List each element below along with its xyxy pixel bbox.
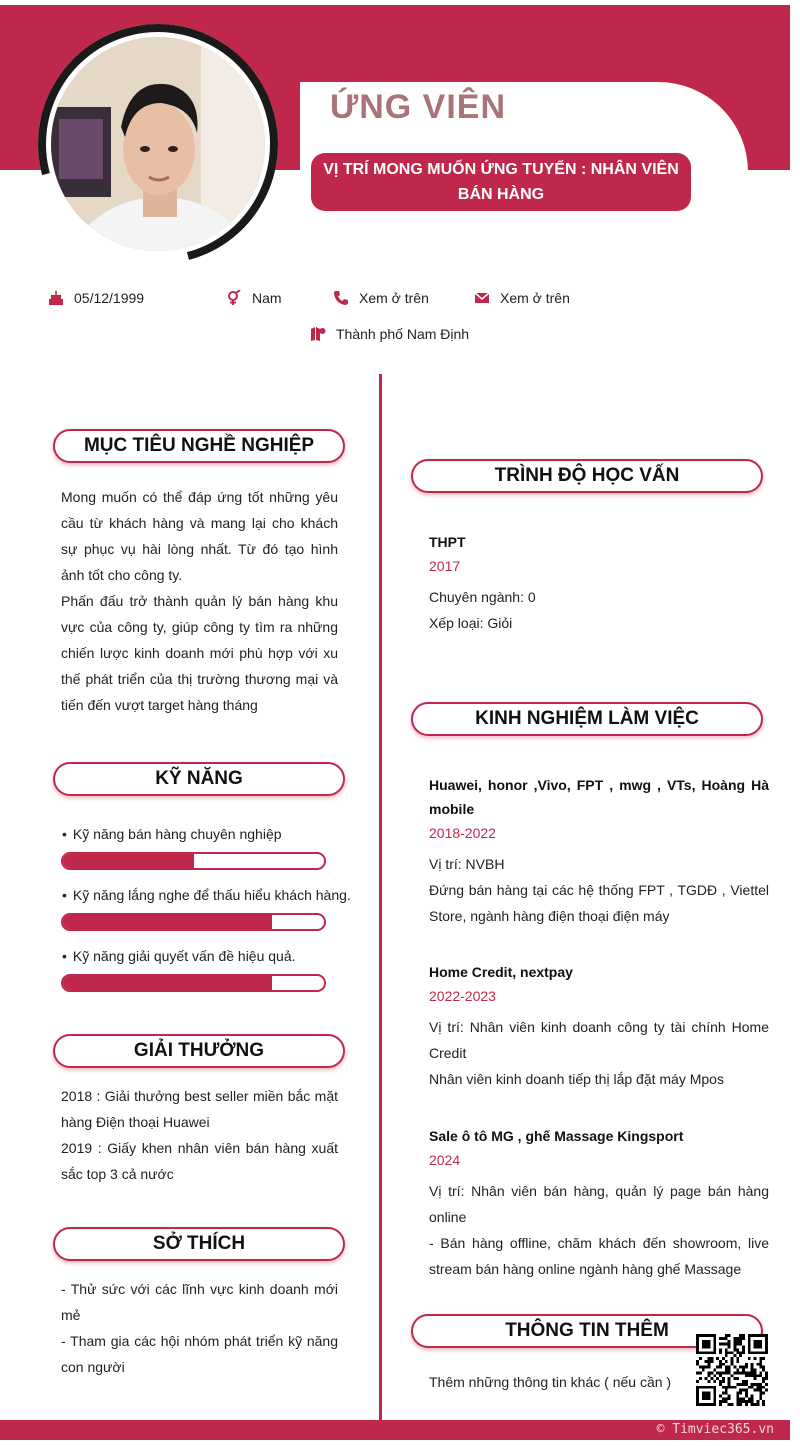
section-header-hobbies: SỞ THÍCH xyxy=(53,1227,345,1261)
qr-code xyxy=(696,1334,768,1406)
section-header-education: TRÌNH ĐỘ HỌC VẤN xyxy=(411,459,763,493)
gender-value: Nam xyxy=(252,290,282,306)
experience-company-1: Huawei, honor ,Vivo, FPT , mwg , VTs, Hoàng Hà mobile xyxy=(429,777,769,817)
avatar-photo xyxy=(51,37,265,251)
phone-value: Xem ở trên xyxy=(359,290,429,306)
candidate-name: ỨNG VIÊN xyxy=(330,88,507,126)
education-school: THPT xyxy=(429,534,466,550)
award-1: 2018 : Giải thưởng best seller miền bắc mặt hàng Điện thoại Huawei xyxy=(61,1088,338,1130)
skill-fill-3 xyxy=(63,976,272,990)
phone-icon xyxy=(333,290,349,306)
section-header-skills: KỸ NĂNG xyxy=(53,762,345,796)
section-header-extra: THÔNG TIN THÊM xyxy=(411,1314,763,1348)
skill-label-1: • Kỹ năng bán hàng chuyên nghiệp xyxy=(62,826,282,842)
hobby-2: - Tham gia các hội nhóm phát triển kỹ năng con người xyxy=(61,1333,338,1375)
awards-text xyxy=(61,1083,338,1187)
email-value: Xem ở trên xyxy=(500,290,570,306)
birthday-value: 05/12/1999 xyxy=(74,290,145,306)
footer-copyright: © Timviec365.vn xyxy=(656,1422,774,1437)
objective-paragraph-2: Phấn đấu trở thành quản lý bán hàng khu vực của công ty, giúp công ty tìm ra những chiến lược kinh doanh mới phù hợp với xu thế phát triển của thị trường thương mại và tiến đến vượt target hàng tháng xyxy=(61,593,338,713)
column-divider xyxy=(379,374,382,1420)
objective-paragraph-1: Mong muốn có thể đáp ứng tốt những yêu cầu từ khách hàng và mang lại cho khách sự phục vụ hài lòng nhất. Từ đó tạo hình ảnh tốt cho công ty. xyxy=(61,489,338,583)
contact-birthday xyxy=(48,290,144,306)
hobby-1: - Thử sức với các lĩnh vực kinh doanh mới mẻ xyxy=(61,1281,338,1323)
skill-fill-2 xyxy=(63,915,272,929)
experience-role-3: Vị trí: Nhân viên bán hàng, quản lý page bán hàng online xyxy=(429,1183,769,1225)
experience-company-3: Sale ô tô MG , ghế Massage Kingsport xyxy=(429,1128,684,1144)
experience-desc-3: - Bán hàng offline, chăm khách đến showroom, live stream bán hàng online ngành hàng ghế Massage xyxy=(429,1235,769,1277)
skill-fill-1 xyxy=(63,854,194,868)
experience-period-3: 2024 xyxy=(429,1152,461,1168)
experience-details-3 xyxy=(429,1178,769,1282)
award-2: 2019 : Giấy khen nhân viên bán hàng xuất sắc top 3 cả nước xyxy=(61,1140,338,1182)
experience-role-1: Vị trí: NVBH xyxy=(429,856,505,872)
address-value: Thành phố Nam Định xyxy=(336,326,470,342)
contact-gender xyxy=(226,290,282,306)
contact-phone xyxy=(333,290,429,306)
experience-company-2: Home Credit, nextpay xyxy=(429,964,573,980)
experience-period-1: 2018-2022 xyxy=(429,825,496,841)
skill-label-3: • Kỹ năng giải quyết vấn đề hiệu quả. xyxy=(62,948,296,964)
skill-bar-3 xyxy=(61,974,326,992)
experience-desc-1: Đứng bán hàng tại các hệ thống FPT , TGDĐ , Viettel Store, ngành hàng điện thoại điện máy xyxy=(429,882,769,924)
desired-position: VỊ TRÍ MONG MUỐN ỨNG TUYỂN : NHÂN VIÊN BÁN HÀNG xyxy=(311,153,691,211)
experience-role-2: Vị trí: Nhân viên kinh doanh công ty tài chính Home Credit xyxy=(429,1019,769,1061)
skill-bar-1 xyxy=(61,852,326,870)
experience-details-1 xyxy=(429,851,769,929)
education-major: Chuyên ngành: 0 xyxy=(429,589,536,605)
skill-label-2: • Kỹ năng lắng nghe để thấu hiểu khách hàng. xyxy=(62,887,351,903)
contact-email xyxy=(474,290,570,306)
objective-text xyxy=(61,484,338,718)
hobbies-text xyxy=(61,1276,338,1380)
map-pin-icon xyxy=(310,326,326,342)
envelope-icon xyxy=(474,290,490,306)
education-details xyxy=(429,584,769,636)
gender-icon xyxy=(226,290,242,306)
skill-bar-2 xyxy=(61,913,326,931)
education-year: 2017 xyxy=(429,558,461,574)
extra-text: Thêm những thông tin khác ( nếu cần ) xyxy=(429,1374,672,1390)
experience-period-2: 2022-2023 xyxy=(429,988,496,1004)
section-header-experience: KINH NGHIỆM LÀM VIỆC xyxy=(411,702,763,736)
experience-desc-2: Nhân viên kinh doanh tiếp thị lắp đặt máy Mpos xyxy=(429,1071,724,1087)
contact-address xyxy=(310,326,469,342)
section-header-objective: MỤC TIÊU NGHỀ NGHIỆP xyxy=(53,429,345,463)
section-header-awards: GIẢI THƯỞNG xyxy=(53,1034,345,1068)
education-rank: Xếp loại: Giỏi xyxy=(429,615,513,631)
experience-details-2 xyxy=(429,1014,769,1092)
cake-icon xyxy=(48,290,64,306)
avatar xyxy=(51,37,265,251)
